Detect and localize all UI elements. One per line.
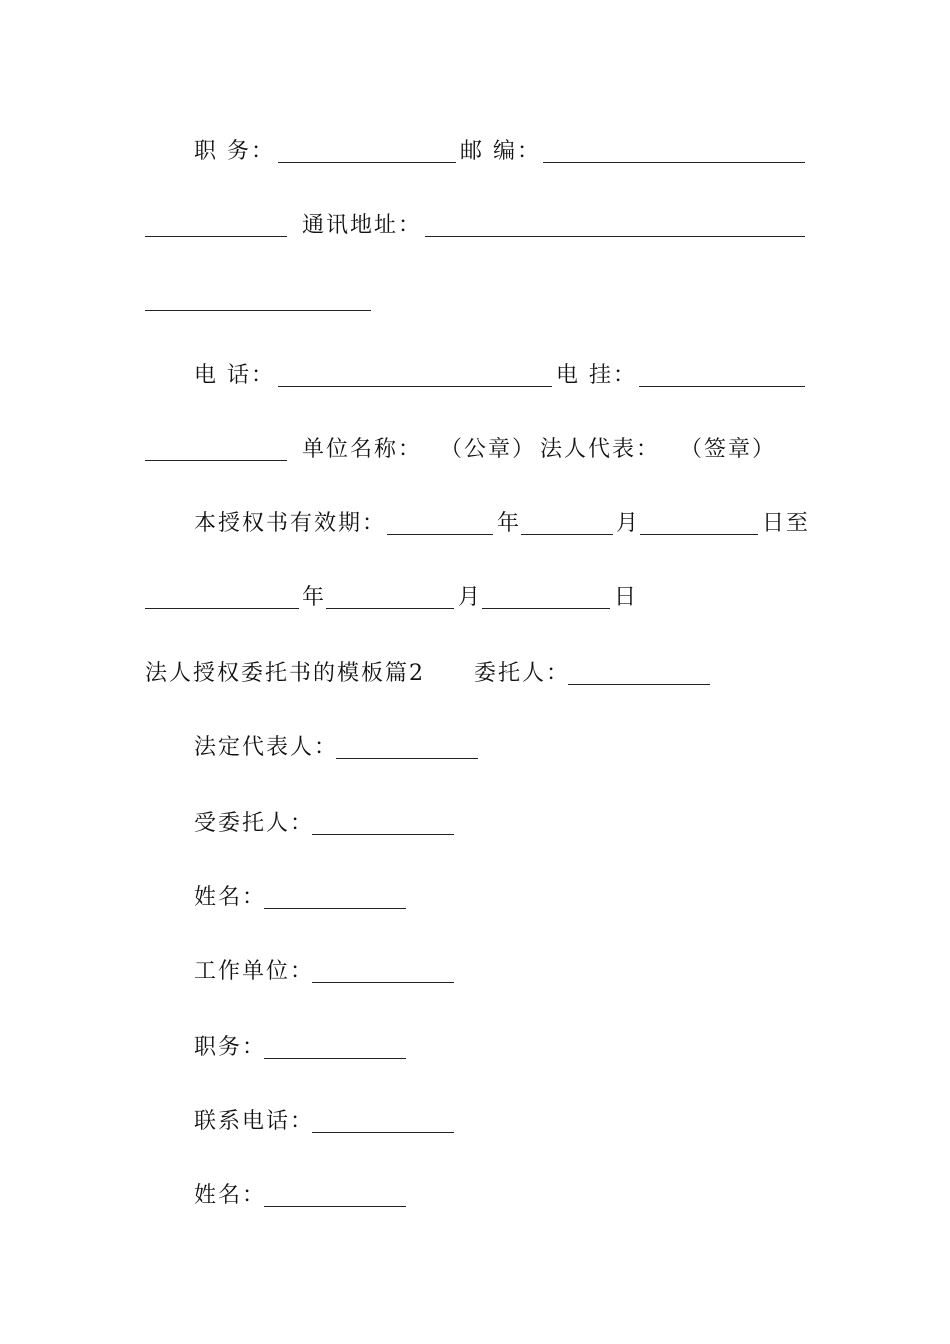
validity-month-text: 月 [616,511,641,536]
phone-line [0,358,950,394]
contact-blank [312,1132,454,1133]
workplace-line [0,954,950,990]
position-postcode-line [0,134,950,170]
validity-line [0,506,950,542]
validity-day-blank [640,534,758,535]
address-cont-line [0,282,950,318]
legal-rep-blank [336,758,478,759]
section2-heading: 法人授权委托书的模板篇2 [145,661,425,686]
name-label-1: 姓名： [194,885,267,910]
signature-note: （签章） [680,437,777,462]
end-month-blank [326,608,454,609]
validity-day-to-text: 日至 [762,511,811,536]
unit-line [0,432,950,468]
end-year-text: 年 [302,585,327,610]
postcode-blank [543,162,805,163]
phone-label: 电 话： [194,363,275,388]
legal-rep-label: 法人代表： [540,437,661,462]
validity-year-blank [387,534,493,535]
workplace-blank [312,982,454,983]
duty-label: 职务： [194,1035,267,1060]
telegraph-blank [639,386,805,387]
name-line-1 [0,880,950,916]
name-blank-1 [264,908,406,909]
validity-label: 本授权书有效期： [194,511,387,536]
agent-line [0,806,950,842]
principal-blank [568,684,710,685]
address-label: 通讯地址： [302,213,423,238]
telegraph-blank-cont [145,460,287,461]
end-day-text: 日 [614,585,639,610]
end-month-text: 月 [458,585,483,610]
address-blank-cont [145,310,371,311]
legal-rep-line [0,730,950,766]
validity-month-blank [521,534,613,535]
name-blank-2 [264,1206,406,1207]
name-label-2: 姓名： [194,1183,267,1208]
agent-label: 受委托人： [194,811,315,836]
workplace-label: 工作单位： [194,959,315,984]
address-line [0,208,950,244]
duty-line [0,1030,950,1066]
validity-year-text: 年 [497,511,522,536]
contact-line [0,1104,950,1140]
name-line-2 [0,1178,950,1214]
legal-rep-field-label: 法定代表人： [194,735,339,760]
unit-name-label: 单位名称： [302,437,423,462]
postcode-label: 邮 编： [460,139,541,164]
end-day-blank [482,608,610,609]
telegraph-label: 电 挂： [556,363,637,388]
principal-label: 委托人： [474,661,571,686]
duty-blank [264,1058,406,1059]
seal-note: （公章） [440,437,537,462]
position-blank [278,162,456,163]
postcode-blank-cont [145,236,287,237]
validity-end-line [0,580,950,616]
contact-label: 联系电话： [194,1109,315,1134]
address-blank [425,236,805,237]
end-year-blank [145,608,299,609]
phone-blank [278,386,552,387]
agent-blank [312,834,454,835]
position-label: 职 务： [194,139,275,164]
section2-line [0,656,950,692]
